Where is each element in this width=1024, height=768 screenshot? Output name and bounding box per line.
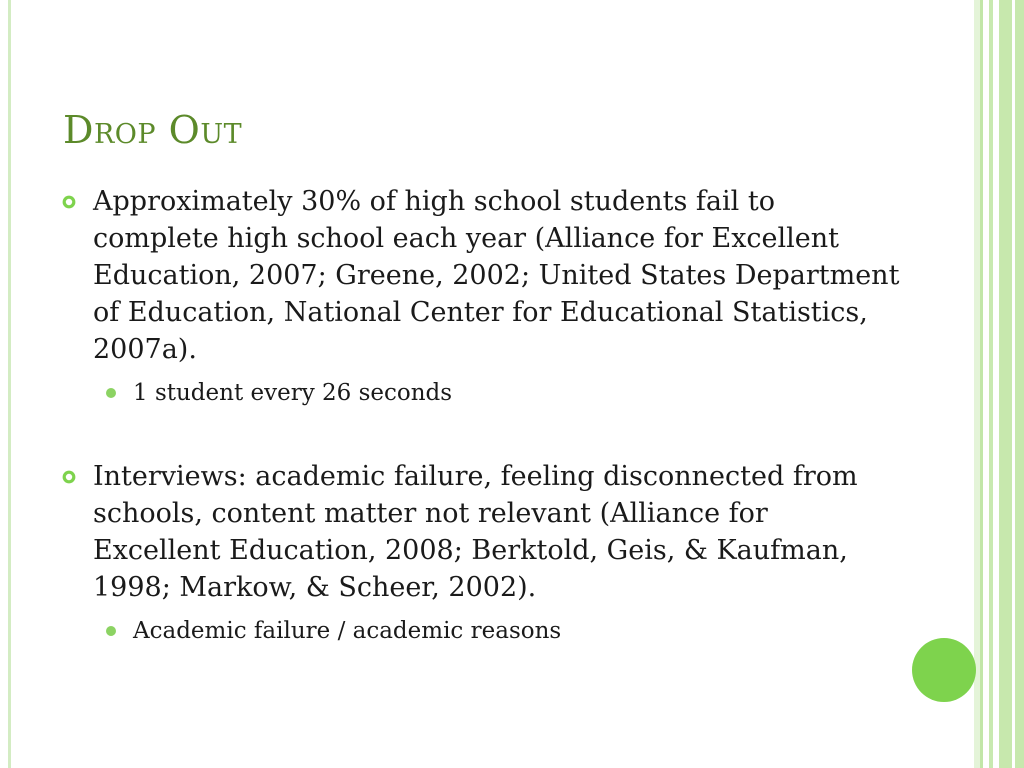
bullet-text: Approximately 30% of high school students fail to complete high school each year (Alliance for Excellent Education, 2007; Greene, 2002; United States Department of Education, National Center for Educational Statistics, 2007a). <box>93 186 900 365</box>
slide-content <box>62 183 902 646</box>
ring-bullet-icon <box>62 470 76 484</box>
slide-title: Drop Out <box>63 108 243 152</box>
sub-bullet-text: 1 student every 26 seconds <box>133 380 453 406</box>
sub-bullet-text: Academic failure / academic reasons <box>133 618 562 644</box>
bullet-item <box>62 458 902 606</box>
sub-bullet-item <box>62 616 902 646</box>
right-decorative-stripes <box>974 0 1024 768</box>
stripe <box>1015 0 1024 768</box>
decorative-circle <box>912 638 976 702</box>
dot-bullet-icon <box>106 626 116 636</box>
stripe <box>999 0 1012 768</box>
dot-bullet-icon <box>106 388 116 398</box>
sub-bullet-item <box>62 378 902 408</box>
bullet-item <box>62 183 902 368</box>
ring-bullet-icon <box>62 195 76 209</box>
bullet-text: Interviews: academic failure, feeling disconnected from schools, content matter not relevant (Alliance for Excellent Education, 2008; Berktold, Geis, & Kaufman, 1998; Markow, & Scheer, 2002). <box>93 461 858 603</box>
left-border-line <box>8 0 11 768</box>
